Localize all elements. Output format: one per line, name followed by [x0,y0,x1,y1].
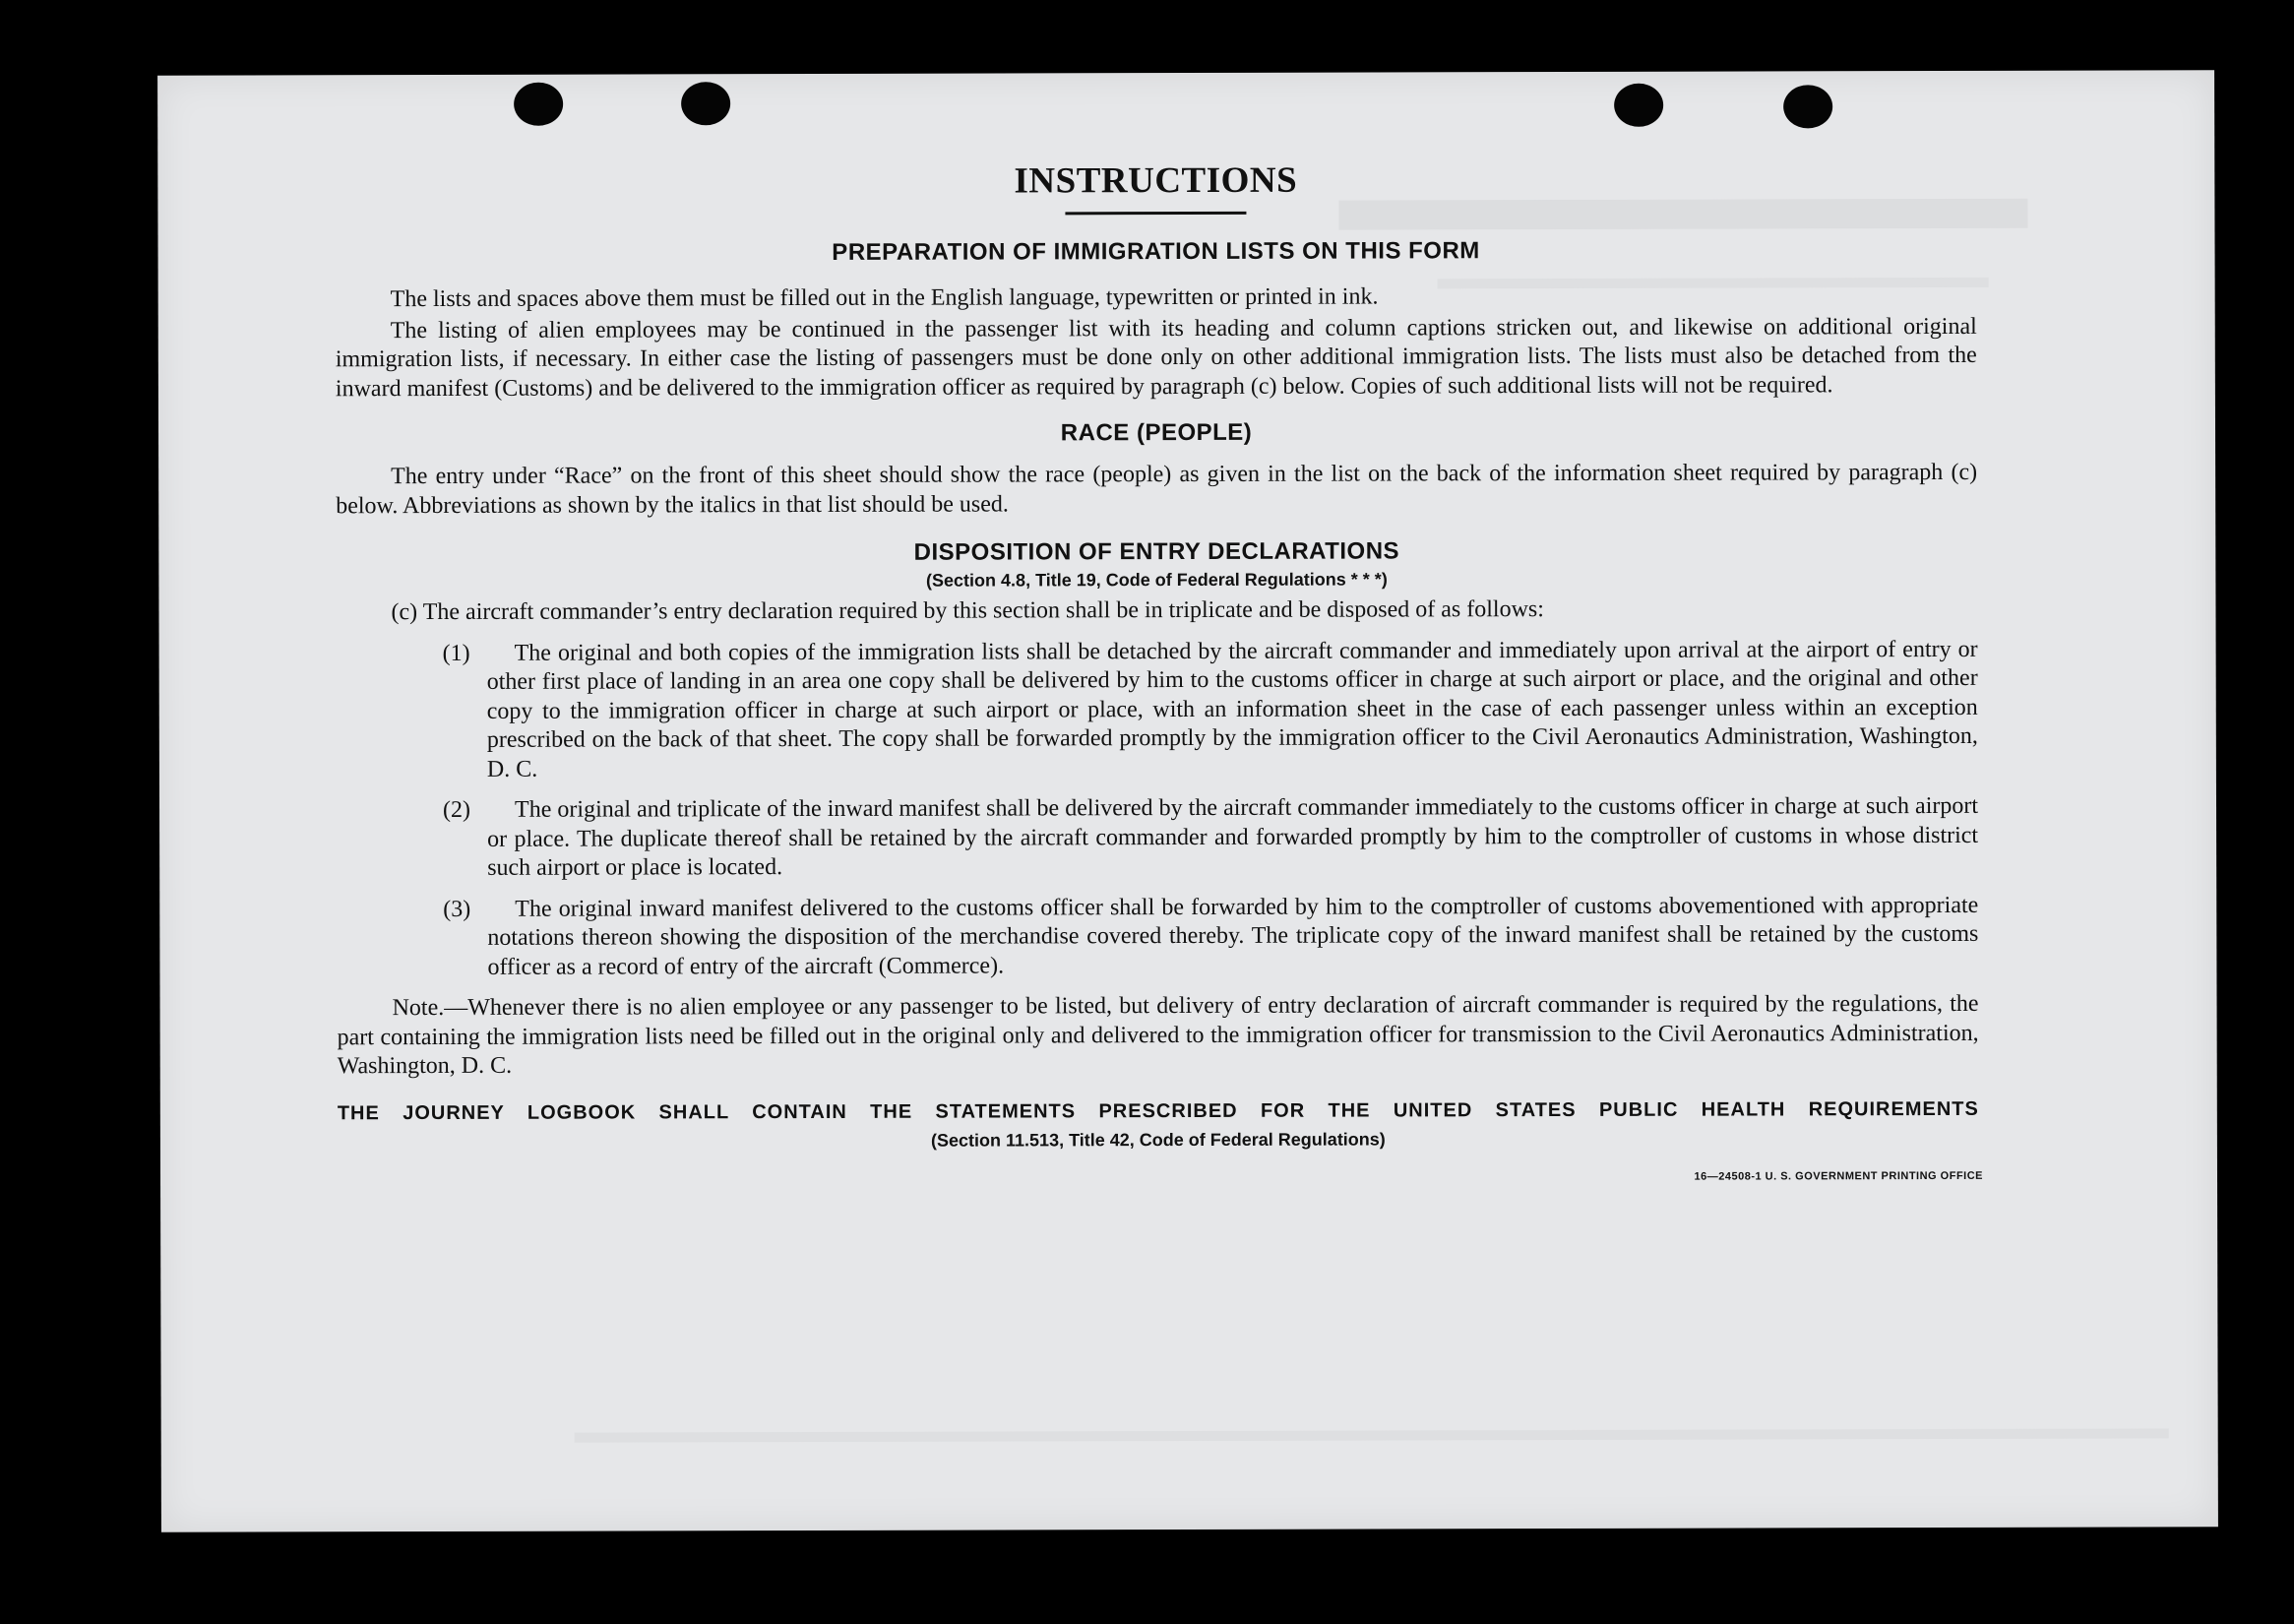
bleed-through-mark [575,1428,2169,1442]
paragraph-label: (c) [391,599,418,626]
punch-hole-2 [681,82,730,125]
paragraph-intro-c [336,594,1977,628]
instructions-content [335,157,1984,1186]
title-underline [1065,212,1246,215]
print-code: 16—24508-1 U. S. GOVERNMENT PRINTING OFFICE [1694,1169,1984,1183]
paragraph-intro-text: The aircraft commander’s entry declaration required by this section shall be in triplicate and be disposed of as follows: [422,596,1544,626]
page-title: INSTRUCTIONS [1014,159,1298,202]
paragraph-race-entry: The entry under “Race” on the front of this sheet should show the race (people) as given in the list on the back of the information sheet required by paragraph (c) below. Abbreviations as shown by the italics in that list should be used. [336,459,1978,519]
paragraph-lists-language: The lists and spaces above them must be filled out in the English language, typewritten or printed in ink. [390,283,1379,313]
punch-hole-4 [1783,85,1832,128]
list-item-text: The original and both copies of the immigration lists shall be detached by the aircraft commander and immediately upon arrival at the airport of entry or other first place of landing in an area one copy shall be delivered by him to the customs officer in charge at such airport or place, and the original and other copy to the immigration officer in charge at such airport or place, with an information sheet in the case of each passenger unless within an exception prescribed on the back of that sheet. The copy shall be forwarded promptly by the immigration officer to the Civil Aeronautics Administration, Washington, D. C. [486,636,1978,782]
footer-citation: (Section 11.513, Title 42, Code of Federal Regulations) [930,1129,1386,1151]
paragraph-note: Note.—Whenever there is no alien employee or any passenger to be listed, but delivery of entry declaration of aircraft commander is required by the regulations, the part containing the immigration lists need be filled out in the original only and delivered to the immigration officer for transmission to the Civil Aeronautics Administration, Washington, D. C. [337,990,1979,1080]
footer-statement: THE JOURNEY LOGBOOK SHALL CONTAIN THE STATEMENTS PRESCRIBED FOR THE UNITED STATES PUBLIC HEALTH REQUIREMENTS [337,1097,1979,1124]
list-item-text: The original and triplicate of the inward manifest shall be delivered by the aircraft commander immediately to the customs officer in charge at such airport or place. The duplicate thereof shall be retained by the aircraft commander and forwarded promptly by him to the comptroller of customs in whose district such airport or place is located. [487,792,1979,881]
paragraph-alien-employees: The listing of alien employees may be continued in the passenger list with its heading and column captions stricken out, and likewise on additional original immigration lists, if necessary. In either case the listing of passengers must be done only on other additional immigration lists. The lists must also be detached from the inward manifest (Customs) and be delivered to the immigration officer as required by paragraph (c) below. Copies of such additional lists will not be required. [335,313,1977,402]
punch-hole-3 [1614,84,1663,127]
section-citation: (Section 4.8, Title 19, Code of Federal Regulations * * *) [925,569,1388,591]
list-item [337,635,1978,784]
section-heading-disposition: DISPOSITION OF ENTRY DECLARATIONS [913,537,1400,566]
list-item-number: (2) [442,796,471,823]
list-item-number: (3) [443,896,471,922]
list-item [337,792,1978,884]
list-item [337,891,1978,982]
section-heading-preparation: PREPARATION OF IMMIGRATION LISTS ON THIS FORM [832,237,1480,266]
document-page [157,70,2218,1531]
list-item-number: (1) [442,640,470,666]
punch-hole-1 [514,83,563,126]
list-item-text: The original inward manifest delivered to the customs officer shall be forwarded by him to the comptroller of customs abovementioned with appropriate notations thereon showing the disposition of the merchandise covered thereby. The triplicate copy of the inward manifest shall be retained by the customs officer as a record of entry of the aircraft (Commerce). [487,892,1979,980]
section-heading-race: RACE (PEOPLE) [1060,418,1253,447]
